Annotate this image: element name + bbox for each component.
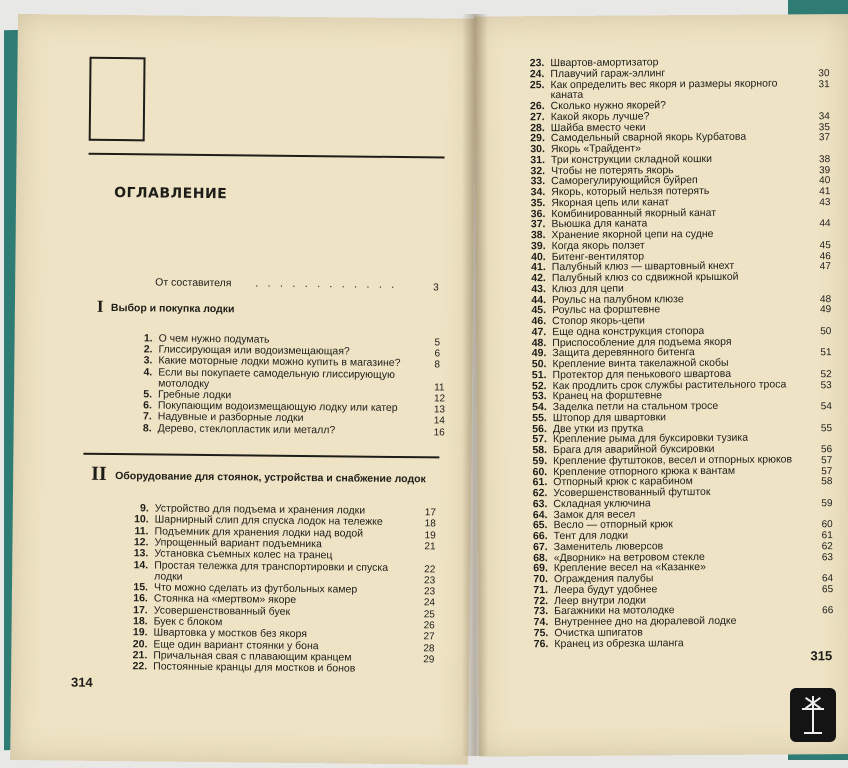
entry-title: Причальная свая с плавающим кранцем xyxy=(153,649,352,664)
entry-page: 35 xyxy=(818,121,830,133)
entry-number: 2. xyxy=(143,343,153,356)
entry-number: 24. xyxy=(529,67,545,80)
entry-number: 71. xyxy=(533,583,549,596)
entry-page: 37 xyxy=(818,132,831,144)
entry-number: 41. xyxy=(531,261,546,274)
entry-number: 52. xyxy=(531,379,547,392)
entry-page: 16 xyxy=(433,426,445,439)
entry-title: Заменитель люверсов xyxy=(553,540,664,553)
entry-number: 63. xyxy=(532,497,548,510)
entry-number: 73. xyxy=(533,605,549,618)
entry-number: 62. xyxy=(532,487,548,500)
entry-page: 23 xyxy=(424,575,436,587)
entry-page: 55 xyxy=(820,422,833,434)
entry-title: Палубный клюз со сдвижной крышкой xyxy=(551,270,739,285)
entry-title: Если вы покупаете самодельную глиссирующую xyxy=(158,366,396,381)
entry-number: 7. xyxy=(142,410,152,423)
entry-number: 15. xyxy=(133,581,149,594)
entry-page: 30 xyxy=(818,67,830,79)
entry-title: Роульс на форштевне xyxy=(552,303,661,317)
entry-number: 25. xyxy=(529,78,545,91)
entry-number: 29. xyxy=(530,132,545,145)
entry-page: 64 xyxy=(821,573,834,585)
page-title: ОГЛАВЛЕНИЕ xyxy=(114,185,228,203)
entry-title: Защита деревянного битенга xyxy=(552,346,695,360)
entry-title: Клюз для цепи xyxy=(551,282,624,295)
entry-page: 38 xyxy=(818,153,831,165)
entry-number: 43. xyxy=(531,282,546,295)
entry-number: 65. xyxy=(532,519,548,532)
entry-title: Комбинированный якорный канат xyxy=(551,206,717,220)
divider-line xyxy=(83,453,439,459)
entry-page: 21 xyxy=(424,541,436,553)
entry-page: 26 xyxy=(423,620,435,632)
entry-title: Якорь «Трайдент» xyxy=(550,142,641,156)
entry-number: 28. xyxy=(530,121,545,134)
entry-title: Заделка петли на стальном тросе xyxy=(552,399,719,414)
divider-line xyxy=(89,153,445,159)
entry-title: Кранец из обрезка шланга xyxy=(554,636,684,650)
page-number: 315 xyxy=(810,648,833,664)
entry-number: 38. xyxy=(530,229,546,242)
entry-page: 57 xyxy=(821,465,833,477)
entry-number: 4. xyxy=(143,365,153,379)
entry-page: 41 xyxy=(819,186,831,198)
entry-number: 45. xyxy=(531,304,547,317)
entry-title: Дерево, стеклопластик или металл? xyxy=(157,422,336,436)
section-1-title: Выбор и покупка лодки xyxy=(110,301,235,316)
entry-number: 51. xyxy=(531,368,547,381)
entry-number: 64. xyxy=(532,508,548,521)
entry-number: 66. xyxy=(532,530,548,543)
toc-entries xyxy=(474,14,848,650)
entry-title: Тент для лодки xyxy=(553,529,629,543)
entry-number: 39. xyxy=(530,239,546,252)
left-page xyxy=(10,14,476,765)
entry-page: 66 xyxy=(822,605,834,617)
entry-page: 5 xyxy=(434,337,441,349)
entry-number: 75. xyxy=(533,626,549,639)
entry-title: Плавучий гараж-эллинг xyxy=(550,67,666,80)
entry-page: 51 xyxy=(820,347,832,359)
entry-page: 59 xyxy=(821,497,833,509)
entry-title: Стоянка на «мертвом» якоре xyxy=(153,592,297,607)
entry-number: 8. xyxy=(142,421,152,435)
entry-title: Очистка шпигатов xyxy=(554,626,643,639)
entry-number: 42. xyxy=(531,272,546,285)
entry-number: 58. xyxy=(532,444,548,457)
entry-title: Якорная цепь или канат xyxy=(551,196,670,209)
entry-title: Вьюшка для каната xyxy=(551,217,648,231)
entry-number: 26. xyxy=(529,100,545,113)
entry-title: Упрощенный вариант подъемника xyxy=(154,536,322,551)
entry-title: Какие моторные лодки можно купить в магазине? xyxy=(158,354,401,370)
entry-number: 19. xyxy=(132,626,148,639)
entry-title: Как определить вес якоря и размеры якорного xyxy=(550,76,778,91)
entry-title: Сколько нужно якорей? xyxy=(550,99,667,113)
entry-page: 45 xyxy=(819,239,831,251)
entry-number: 12. xyxy=(133,536,149,549)
entry-page: 49 xyxy=(820,304,832,316)
entry-number: 17. xyxy=(133,603,148,617)
right-page xyxy=(474,14,848,757)
entry-page: 61 xyxy=(821,530,833,542)
entry-title: Приспособление для подъема якоря xyxy=(552,335,732,349)
entry-title: Стопор якорь-цепи xyxy=(552,314,645,328)
entry-title: Две утки из прутка xyxy=(552,421,644,435)
entry-page: 19 xyxy=(424,529,436,541)
entry-title: Весло — отпорный крюк xyxy=(553,518,673,532)
entry-page: 6 xyxy=(434,348,441,360)
entry-title: Палубный клюз — швартовный кнехт xyxy=(551,260,735,274)
entry-title: О чем нужно подумать xyxy=(158,332,270,346)
leader-dots: . . . . . . . . . . . . xyxy=(255,278,398,291)
entry-number: 40. xyxy=(531,250,546,263)
section-2-title: Оборудование для стоянок, устройства и снабжение лодок xyxy=(115,470,426,486)
entry-title: Брага для аварийной буксировки xyxy=(552,442,715,457)
entry-title: Три конструкции складной кошки xyxy=(550,152,713,166)
entry-number: 30. xyxy=(530,143,545,156)
toc-entry xyxy=(134,423,336,436)
entry-number: 67. xyxy=(533,540,548,553)
entry-number: 1. xyxy=(143,332,153,345)
entry-title: Подъемник для хранения лодки над водой xyxy=(154,525,364,540)
entry-number: 70. xyxy=(533,573,548,586)
toc-entry xyxy=(530,638,683,650)
entry-page: 24 xyxy=(423,597,436,609)
page-number: 314 xyxy=(70,674,93,690)
toc-entry xyxy=(129,661,355,674)
entry-number: 20. xyxy=(132,637,148,650)
entry-title: Установка съемных колес на транец xyxy=(154,547,333,562)
entry-title: «Дворник» на ветровом стекле xyxy=(553,550,705,564)
entry-page: 54 xyxy=(820,401,832,413)
entry-title: Багажники на мотолодке xyxy=(554,604,675,618)
entry-page: 43 xyxy=(819,196,831,208)
entry-title: Отпорный крюк с карабином xyxy=(553,475,693,489)
entry-page: 50 xyxy=(820,325,832,337)
entry-number: 53. xyxy=(532,390,547,403)
entry-number: 50. xyxy=(531,358,547,371)
entry-page: 13 xyxy=(433,404,446,416)
entry-title: Надувные и разборные лодки xyxy=(157,410,304,425)
entry-page: 53 xyxy=(820,379,832,391)
entry-title: Крепление винта такелажной скобы xyxy=(552,356,729,371)
entry-page: 58 xyxy=(821,476,833,488)
entry-page: 63 xyxy=(821,551,833,563)
intro-label: От составителя xyxy=(155,276,232,290)
entry-title: Чтобы не потерять якорь xyxy=(551,163,674,177)
intro-entry xyxy=(155,277,231,289)
entry-title: Устройство для подъема и хранения лодки xyxy=(154,502,366,517)
entry-number: 22. xyxy=(132,660,148,673)
entry-number: 18. xyxy=(132,615,148,628)
entry-page: 46 xyxy=(819,250,831,262)
entry-title: Роульс на палубном клюзе xyxy=(551,292,684,306)
entry-title: лодки xyxy=(154,570,183,583)
entry-page: 14 xyxy=(433,415,445,427)
entry-number: 5. xyxy=(143,388,153,401)
section-1-number: I xyxy=(96,296,104,316)
entry-title: Гребные лодки xyxy=(157,388,232,402)
entry-page: 44 xyxy=(819,218,831,230)
entry-number: 68. xyxy=(533,551,548,564)
entry-title: Швартов-амортизатор xyxy=(550,56,659,70)
entry-title: Когда якорь ползет xyxy=(551,239,645,252)
entry-title: Крепление рыма для буксировки тузика xyxy=(552,431,749,446)
entry-title: Крепление футштоков, весел и отпорных крюков xyxy=(553,453,793,467)
entry-page: 8 xyxy=(434,359,440,371)
entry-title: Ограждения палубы xyxy=(553,572,654,586)
entry-page: 39 xyxy=(819,164,831,176)
entry-title: Шарнирный слип для спуска лодок на тележке xyxy=(154,513,383,529)
entry-number: 33. xyxy=(530,175,546,188)
entry-title: Какой якорь лучше? xyxy=(550,110,650,123)
entry-title: Складная уключина xyxy=(553,497,651,510)
entry-title: Леера будут удобнее xyxy=(553,583,658,596)
entry-number: 21. xyxy=(132,649,148,662)
entry-page: 52 xyxy=(820,368,832,380)
entry-number: 11. xyxy=(134,524,149,537)
entry-number: 36. xyxy=(530,207,546,220)
entry-number: 9. xyxy=(140,502,149,515)
entry-number: 3. xyxy=(143,354,153,367)
entry-number: 60. xyxy=(532,465,548,478)
entry-number: 46. xyxy=(531,315,547,328)
entry-number: 10. xyxy=(134,513,149,526)
entry-number: 72. xyxy=(533,594,549,607)
entry-page: 22 xyxy=(424,563,436,575)
entry-page: 31 xyxy=(818,78,830,90)
entry-title: Штопор для швартовки xyxy=(552,411,667,424)
entry-title: Крепление весел на «Казанке» xyxy=(553,561,706,575)
entry-page: 28 xyxy=(423,642,435,654)
entry-page: 27 xyxy=(423,631,435,643)
section-2-number: II xyxy=(91,462,107,485)
entry-number: 57. xyxy=(532,433,548,446)
entry-number: 59. xyxy=(532,454,548,467)
entry-number: 35. xyxy=(530,196,546,209)
entry-page: 25 xyxy=(423,608,435,621)
entry-number: 55. xyxy=(532,411,547,424)
entry-page: 62 xyxy=(821,540,833,552)
entry-page: 47 xyxy=(819,261,831,273)
entry-title: Еще одна конструкция стопора xyxy=(552,324,705,338)
entry-title: Самодельный сварной якорь Курбатова xyxy=(550,130,747,145)
entry-title: мотолодку xyxy=(158,377,210,390)
entry-title: Замок для весел xyxy=(553,507,636,521)
entry-number: 27. xyxy=(530,110,545,123)
entry-number: 61. xyxy=(532,476,548,489)
entry-page: 57 xyxy=(821,454,833,466)
entry-number: 48. xyxy=(531,336,547,349)
entry-page: 48 xyxy=(819,293,832,305)
entry-title: каната xyxy=(550,89,584,102)
intro-page: 3 xyxy=(433,282,439,294)
entry-title: Внутреннее дно на дюралевой лодке xyxy=(554,614,737,629)
entry-number: 14. xyxy=(133,558,149,571)
entry-page: 34 xyxy=(818,110,830,122)
entry-title: Хранение якорной цепи на судне xyxy=(551,227,714,242)
decorative-frame xyxy=(89,57,146,142)
entry-title: Что можно сделать из футбольных камер xyxy=(153,581,358,596)
entry-title: Битенг-вентилятор xyxy=(551,249,645,263)
entry-number: 32. xyxy=(530,164,546,177)
entry-page: 17 xyxy=(424,507,436,519)
entry-title: Кранец на форштевне xyxy=(552,389,663,403)
entry-number: 13. xyxy=(133,547,149,560)
entry-page: 40 xyxy=(819,175,831,187)
entry-title: Усовершенствованный буек xyxy=(153,604,291,618)
entry-number: 74. xyxy=(533,616,549,629)
entry-title: Усовершенствованный футшток xyxy=(553,485,711,500)
entry-number: 34. xyxy=(530,186,546,199)
entry-page: 60 xyxy=(821,519,833,531)
entry-title: Якорь, который нельзя потерять xyxy=(551,184,710,199)
entry-title: Как продлить срок службы растительного троса xyxy=(552,377,787,392)
entry-number: 6. xyxy=(143,399,152,412)
entry-title: Глиссирующая или водоизмещающая? xyxy=(158,343,350,358)
entry-title: Шайба вместо чеки xyxy=(550,120,646,134)
entry-title: Еще один вариант стоянки у бона xyxy=(153,638,319,652)
entry-number: 69. xyxy=(533,562,548,575)
entry-title: Простая тележка для транспортировки и спуска xyxy=(154,558,389,574)
entry-title: Покупающим водоизмещающую лодку или катер xyxy=(157,399,398,415)
entry-title: Крепление отпорного крюка к вантам xyxy=(553,464,736,478)
entry-number: 23. xyxy=(529,57,545,70)
entry-number: 31. xyxy=(530,153,546,166)
entry-number: 44. xyxy=(531,293,547,306)
entry-page: 56 xyxy=(821,444,833,456)
entry-page: 29 xyxy=(423,654,435,666)
entry-number: 54. xyxy=(532,401,547,414)
entry-number: 49. xyxy=(531,347,547,360)
entry-title: Буек с блоком xyxy=(153,615,223,629)
entry-page: 11 xyxy=(434,382,445,394)
entry-title: Леер внутри лодки xyxy=(554,593,646,607)
entry-number: 56. xyxy=(532,422,547,435)
entry-number: 76. xyxy=(533,637,549,650)
entry-title: Саморегулирующийся буйреп xyxy=(551,174,698,188)
entry-page: 23 xyxy=(423,586,436,598)
logo-icon xyxy=(790,688,836,742)
book-gutter xyxy=(462,14,488,756)
entry-number: 16. xyxy=(133,592,148,605)
entry-page: 12 xyxy=(433,393,446,405)
entry-title: Протектор для пенькового швартова xyxy=(552,367,732,381)
entry-number: 47. xyxy=(531,325,547,338)
entry-title: Постоянные кранцы для мостков и бонов xyxy=(153,660,356,675)
entry-number: 37. xyxy=(530,218,546,231)
entry-title: Швартовка у мостков без якоря xyxy=(153,626,308,641)
entry-page: 65 xyxy=(821,583,834,595)
entry-page: 18 xyxy=(424,518,436,530)
